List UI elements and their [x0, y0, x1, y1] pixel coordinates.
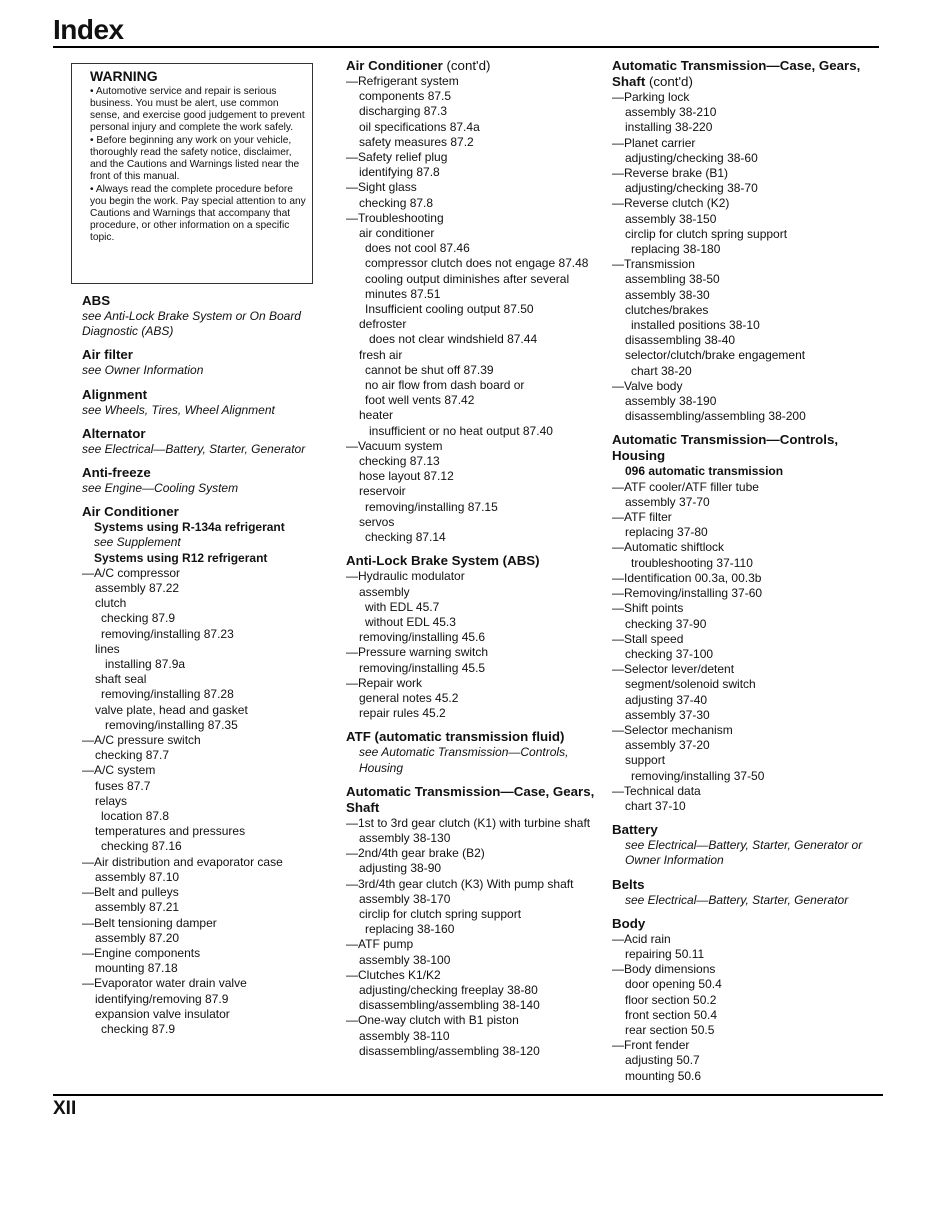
index-entry: —Belt and pulleys [82, 885, 179, 900]
index-heading-text: Air Conditioner [82, 504, 179, 520]
index-entry: installed positions 38-10 [631, 318, 760, 333]
warning-box [71, 63, 313, 284]
index-entry: cooling output diminishes after several [365, 271, 570, 286]
index-entry: general notes 45.2 [359, 690, 459, 705]
index-entry: identifying 87.8 [359, 165, 440, 180]
index-entry: circlip for clutch spring support [625, 226, 788, 241]
index-entry: door opening 50.4 [625, 977, 722, 992]
index-entry: does not cool 87.46 [365, 241, 470, 256]
index-entry: replacing 38-160 [365, 922, 455, 937]
index-entry: —One-way clutch with B1 piston [346, 1013, 519, 1028]
index-entry: valve plate, head and gasket [95, 702, 248, 717]
index-entry: lines [95, 641, 120, 656]
index-entry: removing/installing 87.23 [101, 626, 234, 641]
index-entry: —Refrigerant system [346, 74, 459, 88]
index-heading-text: ABS [82, 293, 111, 308]
index-entry: safety measures 87.2 [359, 134, 474, 149]
index-entry: discharging 87.3 [359, 104, 448, 119]
index-entry: removing/installing 87.15 [365, 499, 498, 514]
index-heading-text: Body [612, 915, 646, 931]
index-entry: —Selector mechanism [612, 722, 733, 737]
index-entry: assembly 38-210 [625, 105, 717, 120]
index-entry: removing/installing 87.35 [105, 717, 238, 732]
index-entry: circlip for clutch spring support [359, 906, 522, 921]
index-entry: assembly 38-110 [359, 1028, 450, 1043]
index-entry: —Selector lever/detent [612, 662, 735, 677]
index-entry: —1st to 3rd gear clutch (K1) with turbine shaft [346, 815, 591, 830]
index-entry: chart 38-20 [631, 363, 692, 378]
index-entry: Insufficient cooling output 87.50 [365, 302, 534, 317]
index-see-reference: see Owner Information [82, 363, 204, 378]
index-entry: adjusting 37-40 [625, 692, 708, 707]
index-entry: location 87.8 [101, 809, 170, 824]
index-entry: minutes 87.51 [365, 286, 441, 301]
index-entry: —A/C system [82, 763, 156, 778]
index-entry: hose layout 87.12 [359, 469, 454, 484]
index-heading-text: Air Conditioner [346, 58, 443, 73]
index-entry: disassembling 38-40 [625, 333, 736, 348]
index-heading [82, 465, 332, 481]
index-see-reference: see Automatic Transmission—Controls, Housing [359, 745, 569, 775]
index-column-2 [346, 58, 608, 1059]
index-entry: assembly 37-70 [625, 494, 710, 509]
index-entry: removing/installing 87.28 [101, 687, 234, 702]
index-entry: checking 87.14 [365, 530, 446, 545]
index-entry: assembly 38-150 [625, 211, 717, 226]
index-entry: checking 87.8 [359, 195, 434, 210]
index-entry: mounting 50.6 [625, 1068, 702, 1083]
index-heading [346, 553, 608, 569]
index-entry: relays [95, 793, 128, 808]
index-entry: components 87.5 [359, 89, 452, 104]
index-entry: rear section 50.5 [625, 1022, 715, 1037]
index-entry: checking 87.7 [95, 748, 170, 763]
index-entry: troubleshooting 37-110 [631, 555, 753, 570]
index-entry: assembly 87.22 [95, 581, 180, 596]
index-entry: fresh air [359, 347, 403, 362]
index-column-3 [612, 58, 877, 1084]
index-heading [346, 58, 608, 74]
index-entry: installing 38-220 [625, 120, 713, 135]
index-entry: servos [359, 514, 395, 529]
index-entry: —Troubleshooting [346, 210, 444, 225]
index-heading-text: Automatic Transmission—Case, Gears, Shaft [612, 58, 861, 89]
index-heading-text: Anti-freeze [82, 465, 151, 481]
warning-item: • Automotive service and repair is serious business. You must be alert, use common sense, and exercise good judgement to prevent personal injury and complete the work safely. [90, 86, 306, 134]
index-heading [82, 293, 332, 309]
index-heading-text: ATF (automatic transmission fluid) [346, 729, 565, 745]
index-entry: —Body dimensions [612, 962, 716, 977]
index-entry: fuses 87.7 [95, 778, 151, 793]
index-entry: repair rules 45.2 [359, 706, 446, 721]
index-entry: —Planet carrier [612, 135, 696, 150]
index-entry: —Engine components [82, 945, 201, 960]
index-entry: checking 87.9 [101, 1021, 176, 1036]
index-entry: —Vacuum system [346, 438, 443, 453]
index-heading-suffix: (cont'd) [645, 74, 693, 89]
index-entry: —Reverse brake (B1) [612, 166, 729, 181]
index-entry: removing/installing 45.5 [359, 660, 486, 675]
index-entry: assembly [359, 584, 410, 599]
index-entry: adjusting/checking freeplay 38-80 [359, 982, 538, 997]
index-heading-text: Belts [612, 876, 645, 892]
index-see-reference: see Electrical—Battery, Starter, Generator [625, 892, 849, 907]
index-entry: segment/solenoid switch [625, 677, 756, 692]
index-entry: —Evaporator water drain valve [82, 976, 247, 991]
index-heading-text: Alignment [82, 386, 148, 402]
warning-title: WARNING [90, 68, 158, 84]
index-entry: compressor clutch does not engage 87.48 [365, 256, 589, 271]
index-entry: cannot be shut off 87.39 [365, 362, 494, 377]
index-entry: assembly 87.21 [95, 900, 180, 915]
index-entry: checking 37-90 [625, 616, 707, 631]
index-entry: —Acid rain [612, 931, 671, 946]
index-entry: —Reverse clutch (K2) [612, 196, 730, 211]
index-entry: does not clear windshield 87.44 [369, 332, 538, 347]
index-subheading: Systems using R-134a refrigerant [94, 520, 285, 535]
index-entry: air conditioner [359, 226, 435, 241]
index-entry: with EDL 45.7 [365, 599, 440, 614]
index-entry: disassembling/assembling 38-200 [625, 409, 806, 424]
index-heading [82, 347, 332, 363]
index-entry: —Parking lock [612, 90, 690, 104]
index-entry: disassembling/assembling 38-120 [359, 1043, 540, 1058]
index-entry: oil specifications 87.4a [359, 119, 480, 134]
index-heading-text: Alternator [82, 425, 146, 441]
index-entry: assembly 38-100 [359, 952, 451, 967]
index-entry: —Technical data [612, 783, 701, 798]
index-entry: —Safety relief plug [346, 150, 448, 165]
index-heading [612, 916, 877, 932]
index-see-reference: see Electrical—Battery, Starter, Generator [82, 441, 306, 456]
index-entry: selector/clutch/brake engagement [625, 348, 806, 363]
index-heading-text: Anti-Lock Brake System (ABS) [346, 553, 540, 569]
index-heading-text: Battery [612, 822, 658, 838]
index-entry: —Hydraulic modulator [346, 569, 465, 584]
index-heading [346, 729, 608, 745]
index-entry: clutch [95, 596, 127, 611]
warning-item: • Always read the complete procedure before you begin the work. Pay special attention to any Cautions and Warnings that accompany that procedure, or other information on a specific topic. [90, 184, 306, 244]
index-entry: —Removing/installing 37-60 [612, 586, 763, 601]
index-entry: —Sight glass [346, 180, 417, 195]
index-heading [82, 504, 332, 520]
index-entry: —Front fender [612, 1038, 690, 1053]
index-entry: without EDL 45.3 [365, 614, 456, 629]
index-entry: removing/installing 45.6 [359, 630, 486, 645]
index-entry: checking 37-100 [625, 646, 714, 661]
index-heading-text: Automatic Transmission—Case, Gears, Shaft [346, 783, 595, 815]
bottom-rule [53, 1094, 883, 1096]
index-entry: assembly 87.20 [95, 930, 180, 945]
index-entry: assembly 38-130 [359, 830, 451, 845]
index-entry: replacing 38-180 [631, 242, 721, 257]
index-entry: no air flow from dash board or [365, 378, 525, 393]
index-entry: assembling 38-50 [625, 272, 720, 287]
index-entry: —Clutches K1/K2 [346, 967, 441, 982]
index-see-reference: see Engine—Cooling System [82, 481, 239, 496]
index-entry: front section 50.4 [625, 1007, 718, 1022]
index-entry: assembly 38-190 [625, 394, 717, 409]
index-heading [612, 822, 877, 838]
index-entry: —Stall speed [612, 631, 684, 646]
index-subheading: Systems using R12 refrigerant [94, 550, 268, 565]
index-entry: expansion valve insulator [95, 1006, 230, 1021]
page-number: XII [53, 1098, 77, 1119]
index-entry: —Air distribution and evaporator case [82, 854, 283, 869]
index-entry: —3rd/4th gear clutch (K3) With pump shaft [346, 876, 574, 891]
index-entry: adjusting/checking 38-70 [625, 181, 758, 196]
index-entry: shaft seal [95, 672, 147, 687]
index-entry: —A/C compressor [82, 565, 181, 580]
index-subheading: 096 automatic transmission [625, 464, 784, 479]
index-see-reference: see Anti-Lock Brake System or On Board Diagnostic (ABS) [82, 309, 301, 339]
index-see-reference: see Electrical—Battery, Starter, Generator or Owner Information [625, 838, 863, 868]
index-entry: adjusting/checking 38-60 [625, 150, 758, 165]
index-see-reference: see Wheels, Tires, Wheel Alignment [82, 402, 275, 417]
index-entry: —Belt tensioning damper [82, 915, 217, 930]
index-entry: floor section 50.2 [625, 992, 717, 1007]
index-entry: checking 87.9 [101, 611, 176, 626]
index-entry: removing/installing 37-50 [631, 768, 765, 783]
index-entry: temperatures and pressures [95, 824, 246, 839]
index-entry: —A/C pressure switch [82, 733, 201, 748]
index-heading [82, 387, 332, 403]
index-heading-suffix: (cont'd) [442, 58, 491, 73]
index-entry: chart 37-10 [625, 798, 686, 813]
index-heading [612, 58, 877, 90]
index-column-1 [82, 293, 332, 1037]
index-entry: checking 87.13 [359, 454, 440, 469]
index-entry: replacing 37-80 [625, 525, 708, 540]
index-heading [612, 877, 877, 893]
index-entry: —Automatic shiftlock [612, 540, 725, 555]
index-entry: mounting 87.18 [95, 961, 178, 976]
index-entry: assembly 37-20 [625, 738, 710, 753]
index-entry: defroster [359, 317, 407, 332]
index-entry: assembly 38-30 [625, 287, 710, 302]
page-title: Index [53, 14, 124, 45]
index-entry: —Shift points [612, 601, 684, 616]
index-entry: insufficient or no heat output 87.40 [369, 423, 553, 438]
index-entry: heater [359, 408, 394, 423]
index-entry: —Identification 00.3a, 00.3b [612, 570, 762, 585]
index-entry: repairing 50.11 [625, 946, 705, 961]
index-see-reference: see Supplement [94, 535, 181, 550]
index-entry: disassembling/assembling 38-140 [359, 998, 540, 1013]
index-heading [612, 432, 877, 464]
index-entry: reservoir [359, 484, 406, 499]
index-entry: —ATF filter [612, 510, 672, 525]
index-entry: —Repair work [346, 675, 423, 690]
index-entry: —Transmission [612, 257, 695, 272]
index-entry: assembly 87.10 [95, 869, 180, 884]
index-heading [346, 784, 608, 816]
index-entry: —2nd/4th gear brake (B2) [346, 846, 485, 861]
index-entry: assembly 38-170 [359, 891, 451, 906]
index-heading [82, 426, 332, 442]
index-entry: checking 87.16 [101, 839, 182, 854]
index-entry: —ATF pump [346, 937, 414, 952]
index-entry: adjusting 38-90 [359, 861, 442, 876]
warning-item: • Before beginning any work on your vehicle, thoroughly read the safety notice, disclaimer, and the Cautions and Warnings listed near the front of this manual. [90, 135, 306, 183]
index-heading-text: Air filter [82, 347, 133, 363]
index-entry: foot well vents 87.42 [365, 393, 475, 408]
index-entry: support [625, 753, 666, 768]
index-entry: assembly 37-30 [625, 707, 710, 722]
index-entry: adjusting 50.7 [625, 1053, 700, 1068]
index-entry: clutches/brakes [625, 302, 709, 317]
index-entry: installing 87.9a [105, 657, 186, 672]
index-entry: —ATF cooler/ATF filler tube [612, 479, 759, 494]
index-entry: —Valve body [612, 378, 683, 393]
index-entry: —Pressure warning switch [346, 645, 489, 660]
top-rule [53, 46, 879, 48]
index-entry: identifying/removing 87.9 [95, 991, 229, 1006]
index-heading-text: Automatic Transmission—Controls, Housing [612, 432, 839, 464]
